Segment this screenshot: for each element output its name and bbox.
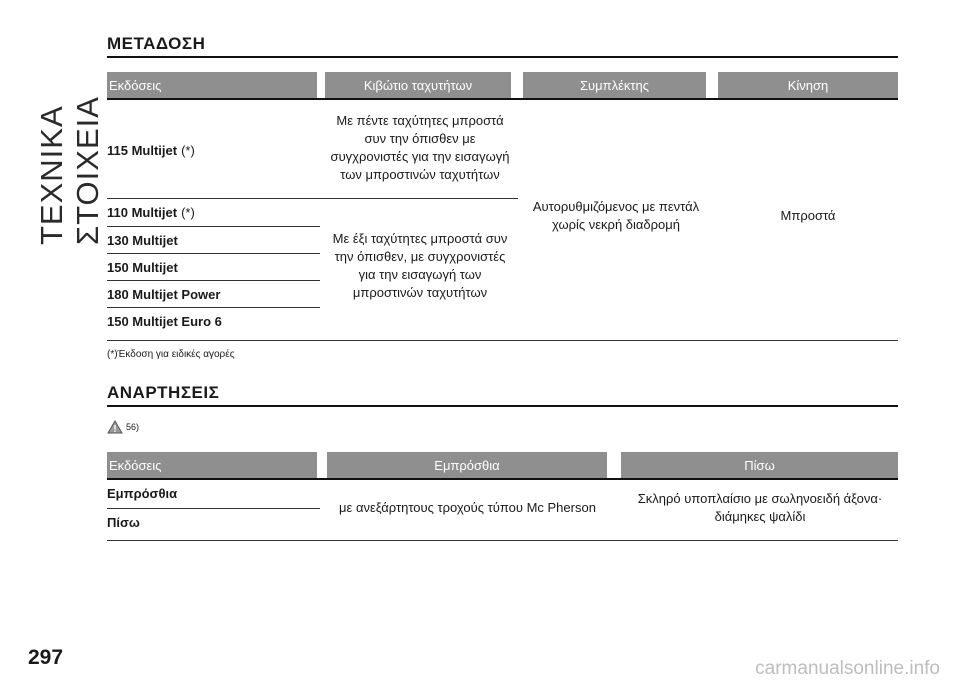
gearbox-6-speed: Με έξι ταχύτητες μπροστά συν την όπισθεν, με συγχρονιστές για την εισαγωγή των μπροστινών ταχυτήτων: [332, 231, 508, 300]
row-rule: [107, 253, 320, 254]
warning-triangle-icon: [107, 420, 123, 434]
front-suspension-value: με ανεξάρτητους τροχούς τύπου Mc Pherson: [339, 500, 596, 515]
drive-value: Μπροστά: [780, 208, 836, 223]
version-row: 115 Multijet (*): [107, 142, 195, 158]
row-rule: [107, 508, 320, 509]
table-bottom-rule: [107, 540, 898, 541]
th-clutch: Συμπλέκτης: [523, 72, 706, 98]
row-rule: [107, 307, 320, 308]
th-front: Εμπρόσθια: [327, 452, 607, 478]
page-number: 297: [28, 646, 64, 669]
gearbox-5-speed: Με πέντε ταχύτητες μπροστά συν την όπισθεν με συγχρονιστές για την εισαγωγή των μπροστινών ταχυτήτων: [330, 113, 510, 182]
version-row: 150 Multijet Euro 6: [107, 313, 222, 329]
th-versions: Εκδόσεις: [107, 452, 317, 478]
warning-reference: 56): [107, 420, 139, 434]
th-versions: Εκδόσεις: [107, 72, 317, 98]
side-section-title: ΤΕΧΝΙΚΑ ΣΤΟΙΧΕΙΑ: [34, 96, 105, 245]
row-rule: [107, 226, 320, 227]
th-gearbox: Κιβώτιο ταχυτήτων: [325, 72, 511, 98]
header-rule: [107, 478, 898, 480]
version-row: 150 Multijet: [107, 259, 178, 275]
suspension-row: Εμπρόσθια: [107, 485, 178, 501]
rear-suspension-value: Σκληρό υποπλαίσιο με σωληνοειδή άξονα· διάμηκες ψαλίδι: [637, 491, 883, 524]
th-rear: Πίσω: [621, 452, 898, 478]
table-bottom-rule: [107, 340, 898, 341]
transmission-title: ΜΕΤΑΔΟΣΗ: [107, 34, 898, 58]
row-rule: [107, 280, 320, 281]
row-rule: [107, 198, 518, 199]
th-drive: Κίνηση: [718, 72, 898, 98]
suspension-title: ΑΝΑΡΤΗΣΕΙΣ: [107, 383, 898, 407]
suspension-row: Πίσω: [107, 514, 140, 530]
watermark: carmanualsonline.info: [755, 658, 940, 679]
header-rule: [107, 98, 898, 100]
clutch-value: Αυτορυθμιζόμενος με πεντάλ χωρίς νεκρή διαδρομή: [532, 199, 700, 232]
version-row: 180 Multijet Power: [107, 286, 221, 302]
version-row: 110 Multijet (*): [107, 204, 195, 220]
footnote: (*)Έκδοση για ειδικές αγορές: [107, 349, 235, 360]
version-row: 130 Multijet: [107, 232, 178, 248]
